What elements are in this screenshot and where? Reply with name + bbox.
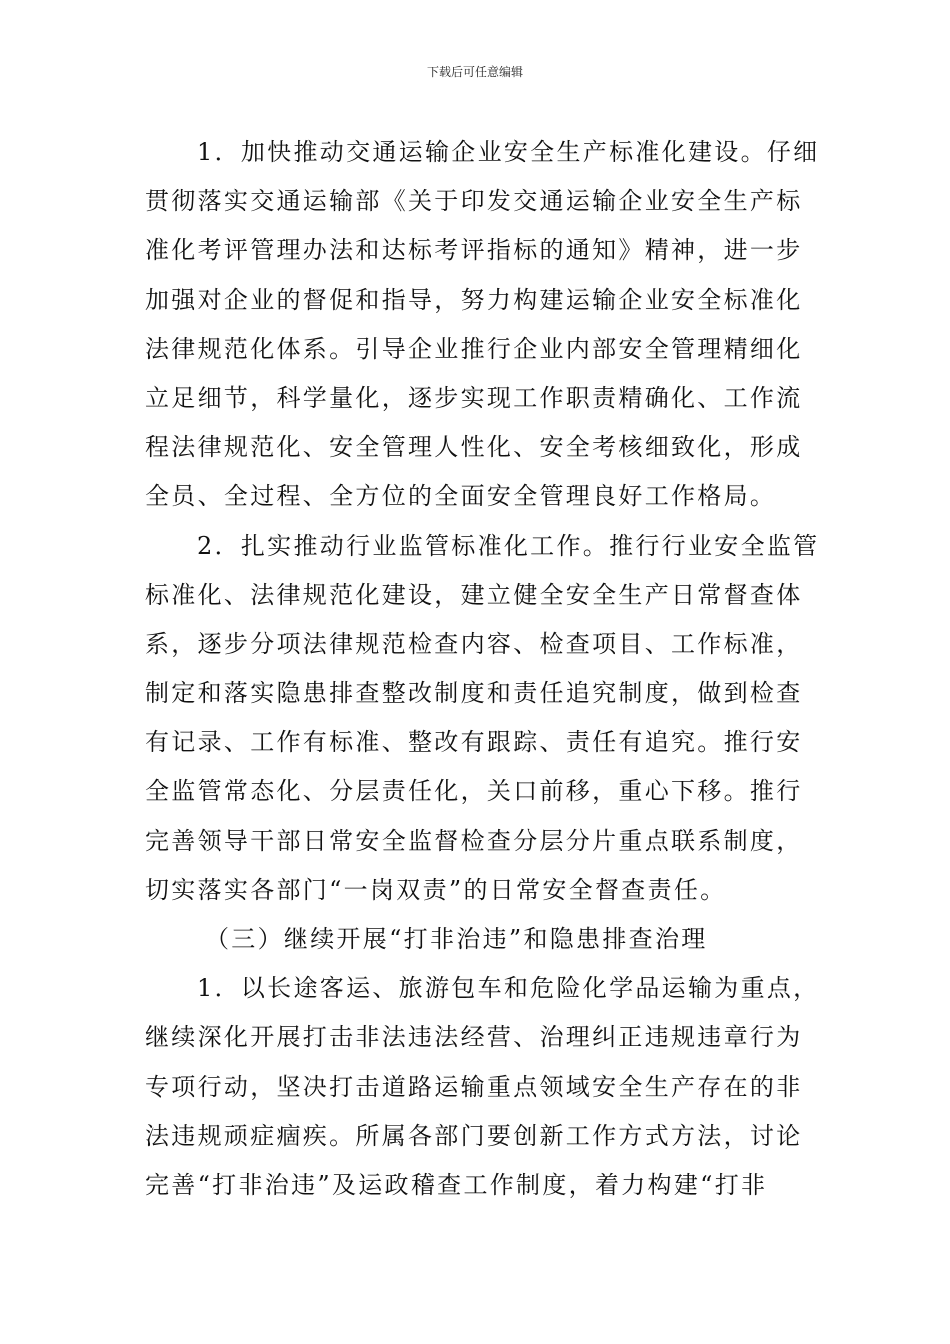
paragraph-3-line-5: 完善“打非治违”及运政稽查工作制度，着力构建“打非 xyxy=(145,1170,768,1199)
paragraph-1-line-8: 全员、全过程、全方位的全面安全管理良好工作格局。 xyxy=(145,482,777,511)
page-header-note: 下载后可任意编辑 xyxy=(426,65,523,79)
paragraph-2-line-7: 完善领导干部日常安全监督检查分层分片重点联系制度， xyxy=(145,826,803,855)
section-heading: （三）继续开展“打非治违”和隐患排查治理 xyxy=(205,925,708,953)
document-body xyxy=(145,128,820,1210)
paragraph-3-line-2: 继续深化开展打击非法违法经营、治理纠正违规违章行为 xyxy=(145,1023,803,1052)
paragraph-1-line-1: 1．加快推动交通运输企业安全生产标准化建设。仔细 xyxy=(197,138,820,166)
paragraph-1-line-2: 贯彻落实交通运输部《关于印发交通运输企业安全生产标 xyxy=(145,187,803,216)
paragraph-2-line-5: 有记录、工作有标准、整改有跟踪、责任有追究。推行安 xyxy=(145,728,803,757)
paragraph-3-line-1: 1．以长途客运、旅游包车和危险化学品运输为重点， xyxy=(197,974,820,1003)
paragraph-3-line-4: 法违规顽症痼疾。所属各部门要创新工作方式方法，讨论 xyxy=(145,1121,803,1150)
paragraph-1-line-7: 程法律规范化、安全管理人性化、安全考核细致化，形成 xyxy=(145,433,803,462)
paragraph-2-line-6: 全监管常态化、分层责任化，关口前移，重心下移。推行 xyxy=(145,777,803,806)
paragraph-1-line-3: 准化考评管理办法和达标考评指标的通知》精神，进一步 xyxy=(145,236,803,265)
paragraph-1-line-5: 法律规范化体系。引导企业推行企业内部安全管理精细化 xyxy=(145,334,803,363)
paragraph-2-line-3: 系，逐步分项法律规范检查内容、检查项目、工作标准， xyxy=(145,629,803,658)
paragraph-1-line-6: 立足细节，科学量化，逐步实现工作职责精确化、工作流 xyxy=(145,383,803,412)
paragraph-2-line-4: 制定和落实隐患排查整改制度和责任追究制度，做到检查 xyxy=(145,679,803,708)
paragraph-1-line-4: 加强对企业的督促和指导，努力构建运输企业安全标准化 xyxy=(145,285,803,314)
paragraph-3-line-3: 专项行动，坚决打击道路运输重点领域安全生产存在的非 xyxy=(145,1072,803,1101)
paragraph-2-line-8: 切实落实各部门“一岗双责”的日常安全督查责任。 xyxy=(145,875,727,904)
paragraph-2-line-2: 标准化、法律规范化建设，建立健全安全生产日常督查体 xyxy=(145,580,803,609)
paragraph-2-line-1: 2．扎实推动行业监管标准化工作。推行行业安全监管 xyxy=(197,531,820,560)
